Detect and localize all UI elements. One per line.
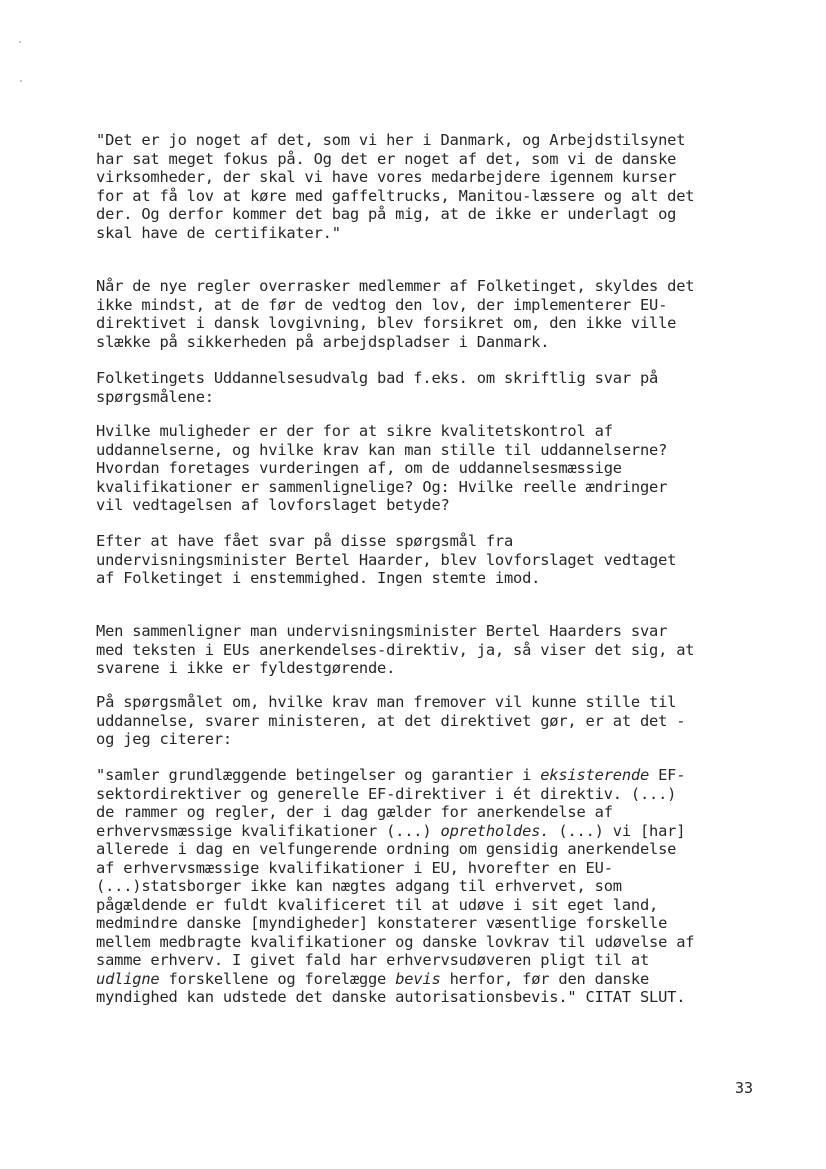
paragraph-efter-svar: Efter at have fået svar på disse spørgsmål fra undervisningsminister Bertel Haarder, blev lovforslaget vedtaget af Folketinget i enstemmighed. Ingen stemte imod. [96,532,677,587]
paragraph-uddannelsesudvalg: Folketingets Uddannelsesudvalg bad f.eks. om skriftlig svar på spørgsmålene: [96,369,659,406]
scan-speck [19,41,21,43]
scan-speck [20,80,22,82]
page-number: 33 [734,1079,753,1097]
paragraph-spoergsmaal: Hvilke muligheder er der for at sikre kvalitetskontrol af uddannelserne, og hvilke krav kan man stille til uddannelserne? Hvordan foretages vurderingen af, om de uddannelsesmæssige kvalifikationer er sammenlignelige? Og: Hvilke reelle ændringer vil vedtagelsen af lovforslaget betyde? [96,422,668,514]
paragraph-sammenligner: Men sammenligner man undervisningsminister Bertel Haarders svar med teksten i EUs anerkendelses-direktiv, ja, så viser det sig, at svarene i ikke er fyldestgørende. [96,622,695,677]
paragraph-nye-regler: Når de nye regler overrasker medlemmer af Folketinget, skyldes det ikke mindst, at de før de vedtog den lov, der implementerer EU- direktivet i dansk lovgivning, blev forsikret om, den ikke ville slække på sikkerheden på arbejdspladser i Danmark. [96,277,695,351]
paragraph-quote-arbejdstilsynet: "Det er jo noget af det, som vi her i Danmark, og Arbejdstilsynet har sat meget fokus på. Og det er noget af det, som vi de danske virksomheder, der skal vi have vores medarbejdere igennem kurser for at få lov at køre med gaffeltrucks, Manitou-læssere og alt det der. Og derfor kommer det bag på mig, at de ikke er underlagt og skal have de certifikater." [96,131,695,242]
paragraph-paa-spoergsmaalet: På spørgsmålet om, hvilke krav man fremover vil kunne stille til uddannelse, svarer ministeren, at det direktivet gør, er at det - og jeg citerer: [96,693,686,748]
citation-block: "samler grundlæggende betingelser og garantier i eksisterende EF- sektordirektiver og generelle EF-direktiver i ét direktiv. (...) de rammer og regler, der i dag gælder for anerkendelse af erhvervsmæssige kvalifikationer (...) opretholdes. (...) vi [har] allerede i dag en velfungerende ordning om gensidig anerkendelse af erhvervsmæssige kvalifikationer i EU, hvorefter en EU- (...)statsborger ikke kan nægtes adgang til erhvervet, som pågældende er fuldt kvalificeret til at udøve i sit eget land, medmindre danske [myndigheder] konstaterer væsentlige forskelle mellem medbragte kvalifikationer og danske lovkrav til udøvelse af samme erhverv. I givet fald har erhvervsudøveren pligt til at udligne forskellene og forelægge bevis herfor, før den danske myndighed kan udstede det danske autorisationsbevis." CITAT SLUT. [96,766,695,1006]
